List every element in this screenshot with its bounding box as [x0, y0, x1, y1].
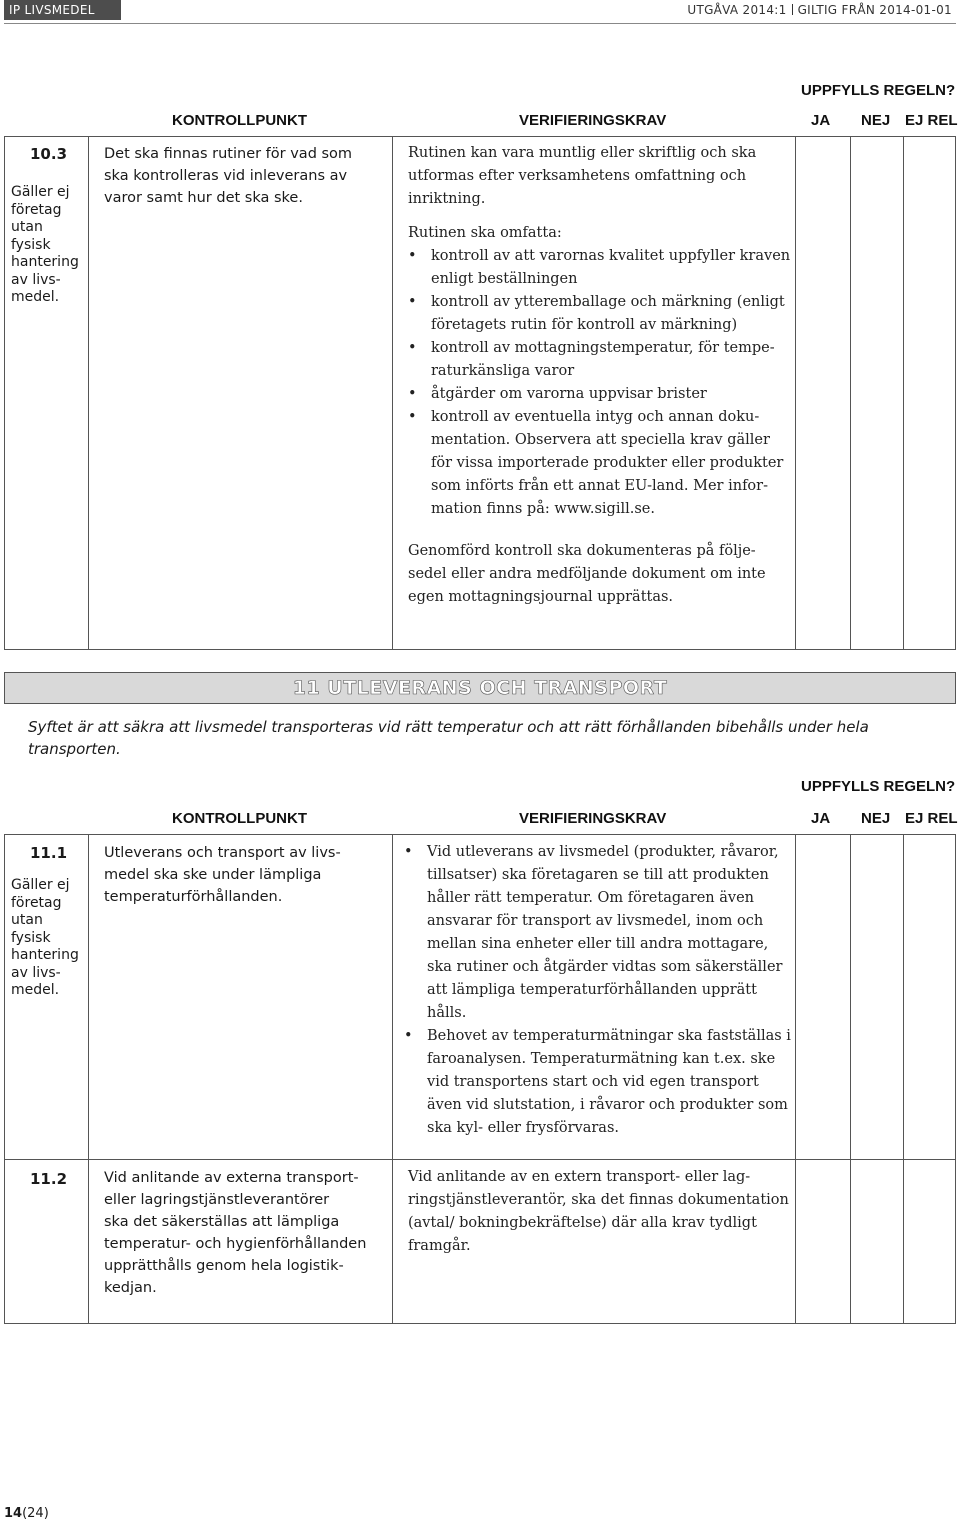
column-divider [903, 834, 904, 1324]
note-line: utan [11, 219, 43, 235]
note-line: fysisk [11, 236, 51, 253]
text-line: sedel eller andra medföljande dokument om inte [408, 566, 766, 582]
checkpoint-line: upprätthålls genom hela logistik- [104, 1258, 344, 1274]
checkpoint-text [104, 842, 389, 908]
list-item [408, 337, 793, 383]
checkpoint-header: KONTROLLPUNKT [172, 112, 307, 129]
scope-title: Rutinen ska omfatta: [408, 225, 562, 241]
checkpoint-header: KONTROLLPUNKT [172, 810, 307, 827]
text-line: • åtgärder om varorna uppvisar brister [431, 386, 707, 402]
section-title: 11 UTLEVERANS OCH TRANSPORT [292, 677, 668, 699]
checkpoint-line: kedjan. [104, 1280, 157, 1296]
section-title-bar [4, 672, 956, 704]
requirement-list [408, 245, 793, 521]
row-note [11, 184, 87, 307]
page-current: 14 [4, 1506, 23, 1521]
page-total: (24) [22, 1506, 49, 1521]
text-line: raturkänsliga varor [431, 363, 575, 379]
text-line: mation finns på: www.sigill.se. [431, 501, 655, 517]
text-line: • kontroll av ytteremballage och märkning (enligt [431, 294, 785, 310]
note-line: av livs- [11, 271, 61, 288]
list-item [408, 245, 793, 291]
note-line: företag [11, 894, 62, 911]
note-line: utan [11, 912, 43, 928]
column-divider [850, 834, 851, 1324]
text-line: även vid slutstation, i råvaror och produkter som [427, 1097, 788, 1113]
note-line: Gäller ej [11, 184, 70, 200]
row-note [11, 877, 87, 1000]
row-number: 10.3 [30, 145, 68, 163]
column-divider [795, 136, 796, 650]
edition-info [687, 3, 952, 17]
text-line: faroanalysen. Temperaturmätning kan t.ex. ske [427, 1051, 776, 1067]
list-item [408, 291, 793, 337]
page-number [4, 1506, 49, 1521]
fulfilled-header: UPPFYLLS REGELN? [801, 82, 956, 99]
list-item [404, 1025, 794, 1140]
checkpoint-line: Utleverans och transport av livs- [104, 845, 341, 861]
checkpoint-line: medel ska ske under lämpliga [104, 867, 322, 883]
text-line: Vid anlitande av en extern transport- eller lag- [408, 1169, 751, 1185]
row-divider [4, 1159, 956, 1160]
na-header: EJ REL [905, 810, 958, 827]
column-divider [392, 834, 393, 1324]
yes-header: JA [811, 112, 831, 129]
fulfilled-header: UPPFYLLS REGELN? [801, 778, 956, 795]
document-label: IP LIVSMEDEL [4, 0, 121, 20]
note-line: medel. [11, 982, 60, 998]
requirement-list [404, 841, 794, 1140]
list-item [408, 406, 793, 521]
note-line: av livs- [11, 964, 61, 981]
text-line: • kontroll av mottagningstemperatur, för tempe- [431, 340, 775, 356]
text-line: mellan sina enheter eller till andra mottagare, [427, 936, 769, 952]
text-line: inriktning. [408, 191, 486, 207]
column-divider [392, 136, 393, 650]
text-line: ska rutiner och åtgärder vidtas som säkerställer [427, 959, 783, 975]
intro-line: transporten. [28, 740, 121, 758]
column-divider [88, 136, 89, 650]
checkpoint-text [104, 143, 389, 209]
note-line: medel. [11, 289, 60, 305]
text-line: • kontroll av eventuella intyg och annan doku- [431, 409, 760, 425]
edition: UTGÅVA 2014:1 [687, 3, 787, 17]
checkpoint-line: temperatur- och hygienförhållanden [104, 1236, 367, 1252]
text-line: ringstjänstleverantör, ska det finnas dokumentation [408, 1192, 789, 1208]
checkpoint-line: eller lagringstjänstleverantörer [104, 1192, 330, 1208]
note-line: hantering [11, 254, 79, 270]
text-line: tillsatser) ska företagaren se till att produkten [427, 867, 769, 883]
intro-line: Syftet är att säkra att livsmedel transporteras vid rätt temperatur och att rätt förhållanden bibehålls under hela [28, 718, 869, 736]
column-divider [903, 136, 904, 650]
yes-header: JA [811, 810, 831, 827]
verification-text [408, 1166, 793, 1258]
list-item [408, 383, 793, 406]
text-line: egen mottagningsjournal upprättas. [408, 589, 674, 605]
note-line: fysisk [11, 929, 51, 946]
note-line: Gäller ej [11, 877, 70, 893]
checkpoint-line: ska det säkerställas att lämpliga [104, 1214, 340, 1230]
text-line: hålls. [427, 1005, 467, 1021]
text-line: (avtal/ bokningbekräftelse) där alla krav tydligt [408, 1215, 757, 1231]
text-line: Genomförd kontroll ska dokumenteras på följe- [408, 543, 756, 559]
text-line: som införts från ett annat EU-land. Mer infor- [431, 478, 768, 494]
text-line: vid transportens start och vid egen transport [427, 1074, 759, 1090]
checkpoint-line: temperaturförhållanden. [104, 889, 283, 905]
no-header: NEJ [861, 112, 891, 129]
text-line: ska kyl- eller frysförvaras. [427, 1120, 620, 1136]
text-line: Rutinen kan vara muntlig eller skriftlig och ska [408, 145, 757, 161]
text-line: för vissa importerade produkter eller produkter [431, 455, 784, 471]
na-header: EJ REL [905, 112, 958, 129]
checkpoint-line: ska kontrolleras vid inleverans av [104, 168, 348, 184]
text-line: utformas efter verksamhetens omfattning och [408, 168, 747, 184]
text-line: håller rätt temperatur. Om företagaren även [427, 890, 755, 906]
list-item [404, 841, 794, 1025]
text-line: mentation. Observera att speciella krav gäller [431, 432, 770, 448]
separator [792, 4, 793, 15]
verification-text [404, 841, 794, 1140]
header-rule [4, 23, 956, 24]
text-line: ansvarar för transport av livsmedel, inom och [427, 913, 764, 929]
text-line: • Vid utleverans av livsmedel (produkter, råvaror, [427, 844, 779, 860]
note-line: hantering [11, 947, 79, 963]
row-number: 11.2 [30, 1170, 68, 1188]
text-line: • kontroll av att varornas kvalitet uppfyller kraven [431, 248, 791, 264]
verification-text [408, 142, 793, 609]
verification-header: VERIFIERINGSKRAV [519, 810, 667, 827]
verification-header: VERIFIERINGSKRAV [519, 112, 667, 129]
text-line: • Behovet av temperaturmätningar ska fastställas i [427, 1028, 791, 1044]
note-line: företag [11, 201, 62, 218]
section-intro [28, 716, 928, 760]
valid-from: GILTIG FRÅN 2014-01-01 [797, 3, 952, 17]
checkpoint-line: Det ska finnas rutiner för vad som [104, 146, 353, 162]
checkpoint-line: varor samt hur det ska ske. [104, 190, 303, 206]
text-line: framgår. [408, 1238, 471, 1254]
text-line: att lämpliga temperaturförhållanden upprätt [427, 982, 757, 998]
row-number: 11.1 [30, 844, 68, 862]
column-divider [88, 834, 89, 1324]
column-divider [795, 834, 796, 1324]
no-header: NEJ [861, 810, 891, 827]
checkpoint-line: Vid anlitande av externa transport- [104, 1170, 359, 1186]
text-line: företagets rutin för kontroll av märkning) [431, 317, 738, 333]
checkpoint-text [104, 1167, 389, 1299]
text-line: enligt beställningen [431, 271, 578, 287]
column-divider [850, 136, 851, 650]
